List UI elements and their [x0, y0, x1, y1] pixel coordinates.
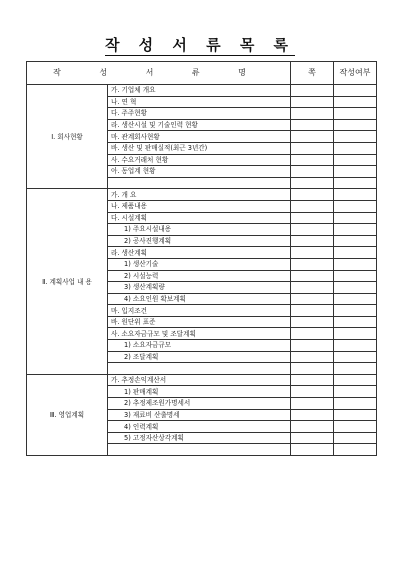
completion-cell[interactable]: [334, 119, 377, 131]
page-cell[interactable]: [291, 340, 334, 352]
completion-cell[interactable]: [334, 108, 377, 120]
table-row: [27, 374, 377, 386]
completion-cell[interactable]: [334, 293, 377, 305]
section-label: Ⅰ. 회사현황: [27, 85, 108, 189]
completion-cell[interactable]: [334, 340, 377, 352]
page-cell[interactable]: [291, 351, 334, 363]
header-document-name: 작 성 서 류 명: [27, 62, 291, 85]
blank-item: [108, 177, 291, 189]
header-completion: 작성여부: [334, 62, 377, 85]
completion-cell[interactable]: [334, 398, 377, 410]
document-item: 나. 연 혁: [108, 96, 291, 108]
page-cell[interactable]: [291, 224, 334, 236]
document-title-text: 작 성 서 류 목 록: [104, 36, 296, 54]
blank-item: [108, 444, 291, 456]
page-cell[interactable]: [291, 316, 334, 328]
completion-cell[interactable]: [334, 154, 377, 166]
document-item: 라. 생산시설 및 기술인력 현황: [108, 119, 291, 131]
table-header-row: [27, 62, 377, 85]
page-cell[interactable]: [291, 200, 334, 212]
page-cell[interactable]: [291, 270, 334, 282]
completion-cell[interactable]: [334, 270, 377, 282]
completion-cell[interactable]: [334, 200, 377, 212]
page-cell[interactable]: [291, 386, 334, 398]
document-item: 마. 관계회사현황: [108, 131, 291, 143]
completion-cell[interactable]: [334, 258, 377, 270]
page-cell[interactable]: [291, 409, 334, 421]
document-item: 다. 주주현황: [108, 108, 291, 120]
page-cell[interactable]: [291, 235, 334, 247]
page-cell[interactable]: [291, 154, 334, 166]
document-item: 4) 인력계획: [108, 421, 291, 433]
document-item: 1) 주요시설내용: [108, 224, 291, 236]
completion-cell[interactable]: [334, 212, 377, 224]
page-cell[interactable]: [291, 444, 334, 456]
document-item: 2) 공사진행계획: [108, 235, 291, 247]
document-item: 2) 시설능력: [108, 270, 291, 282]
document-item: 1) 판매계획: [108, 386, 291, 398]
document-item: 아. 동업계 현황: [108, 166, 291, 178]
document-item: 라. 생산계획: [108, 247, 291, 259]
page-cell[interactable]: [291, 363, 334, 375]
document-item: 나. 제품내용: [108, 200, 291, 212]
completion-cell[interactable]: [334, 444, 377, 456]
completion-cell[interactable]: [334, 409, 377, 421]
blank-item: [108, 363, 291, 375]
table-row: [27, 189, 377, 201]
completion-cell[interactable]: [334, 247, 377, 259]
page-cell[interactable]: [291, 96, 334, 108]
document-item: 4) 소요인원 확보계획: [108, 293, 291, 305]
document-item: 다. 시설계획: [108, 212, 291, 224]
document-item: 사. 소요자금규모 및 조달계획: [108, 328, 291, 340]
completion-cell[interactable]: [334, 224, 377, 236]
table-row: [27, 85, 377, 97]
page-cell[interactable]: [291, 247, 334, 259]
page-cell[interactable]: [291, 293, 334, 305]
document-item: 2) 조달계획: [108, 351, 291, 363]
completion-cell[interactable]: [334, 363, 377, 375]
header-page: 쪽: [291, 62, 334, 85]
page-cell[interactable]: [291, 212, 334, 224]
page-cell[interactable]: [291, 131, 334, 143]
document-item: 사. 수요거래처 현황: [108, 154, 291, 166]
completion-cell[interactable]: [334, 142, 377, 154]
document-item: 2) 추정제조원가명세서: [108, 398, 291, 410]
section-label: Ⅲ. 영업계획: [27, 374, 108, 455]
page-cell[interactable]: [291, 305, 334, 317]
page-cell[interactable]: [291, 166, 334, 178]
page-cell[interactable]: [291, 189, 334, 201]
document-item: 바. 원단위 표준: [108, 316, 291, 328]
page-cell[interactable]: [291, 142, 334, 154]
page-cell[interactable]: [291, 328, 334, 340]
document-item: 가. 추정손익계산서: [108, 374, 291, 386]
document-item: 바. 생산 및 판매실적(최근 3년간): [108, 142, 291, 154]
completion-cell[interactable]: [334, 328, 377, 340]
completion-cell[interactable]: [334, 235, 377, 247]
document-item: 마. 입지조건: [108, 305, 291, 317]
completion-cell[interactable]: [334, 374, 377, 386]
completion-cell[interactable]: [334, 189, 377, 201]
completion-cell[interactable]: [334, 305, 377, 317]
completion-cell[interactable]: [334, 282, 377, 294]
document-item: 3) 재료비 산출명세: [108, 409, 291, 421]
completion-cell[interactable]: [334, 96, 377, 108]
document-item: 3) 생산계획량: [108, 282, 291, 294]
page-cell[interactable]: [291, 374, 334, 386]
document-item: 1) 생산기술: [108, 258, 291, 270]
page-cell[interactable]: [291, 432, 334, 444]
page-cell[interactable]: [291, 119, 334, 131]
page-cell[interactable]: [291, 258, 334, 270]
page-cell[interactable]: [291, 282, 334, 294]
completion-cell[interactable]: [334, 166, 377, 178]
page-cell[interactable]: [291, 177, 334, 189]
page-cell[interactable]: [291, 421, 334, 433]
document-item: 5) 고정자산상각계획: [108, 432, 291, 444]
completion-cell[interactable]: [334, 432, 377, 444]
page-cell[interactable]: [291, 85, 334, 97]
completion-cell[interactable]: [334, 386, 377, 398]
section-label: Ⅱ. 계획사업 내 용: [27, 189, 108, 375]
page-cell[interactable]: [291, 108, 334, 120]
completion-cell[interactable]: [334, 177, 377, 189]
completion-cell[interactable]: [334, 351, 377, 363]
completion-cell[interactable]: [334, 421, 377, 433]
table-body: [27, 85, 377, 456]
page-cell[interactable]: [291, 398, 334, 410]
document-item: 가. 기업체 개요: [108, 85, 291, 97]
document-list-table: [26, 61, 377, 456]
completion-cell[interactable]: [334, 131, 377, 143]
document-item: 1) 소요자금규모: [108, 340, 291, 352]
document-item: 가. 개 요: [108, 189, 291, 201]
document-title: [0, 34, 400, 55]
completion-cell[interactable]: [334, 85, 377, 97]
completion-cell[interactable]: [334, 316, 377, 328]
